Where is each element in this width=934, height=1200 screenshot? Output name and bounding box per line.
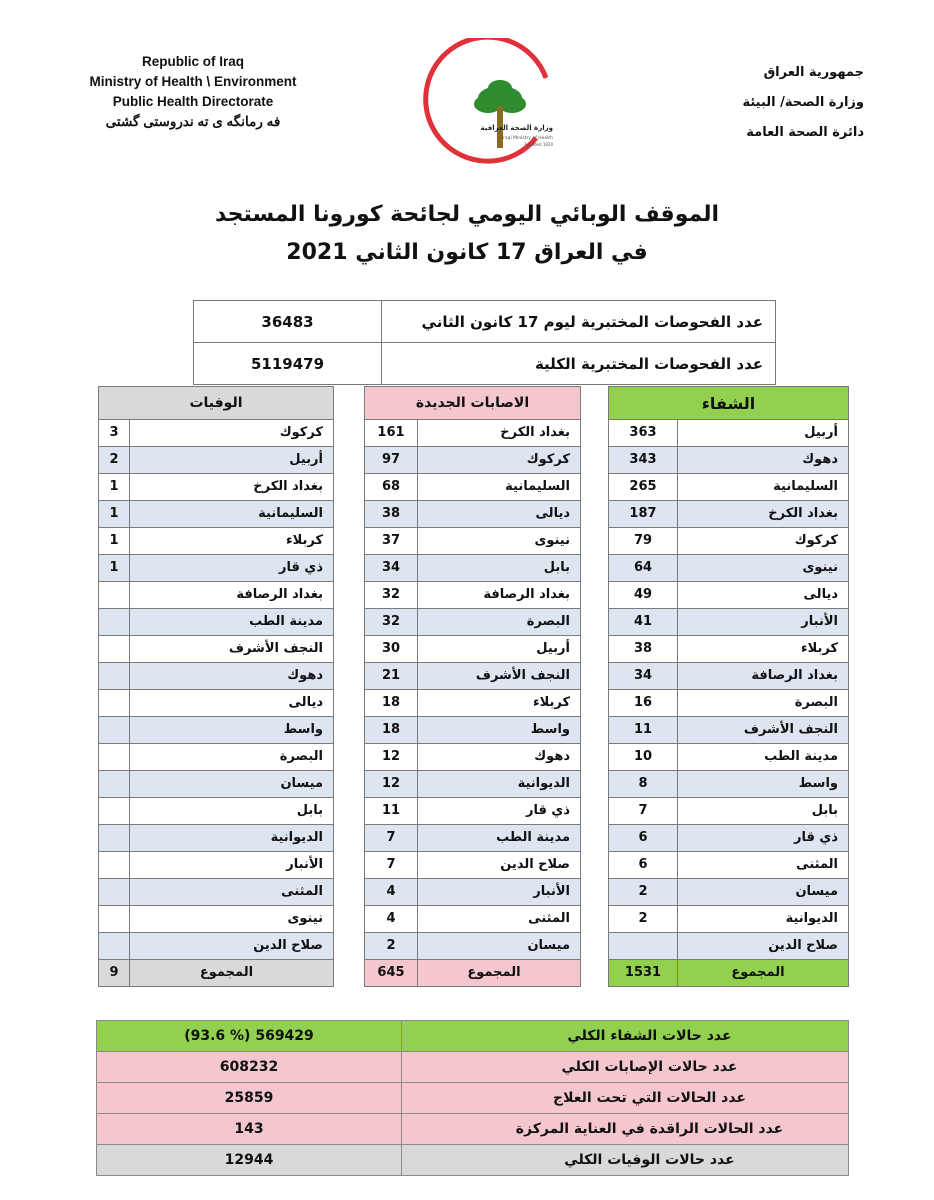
case-count: 1	[99, 555, 130, 582]
case-count: 11	[365, 798, 418, 825]
governorate-name: نينوى	[130, 906, 334, 933]
summary-value: (93.6 %) 569429	[97, 1021, 402, 1052]
governorate-name: صلاح الدين	[678, 933, 849, 960]
header-en-line3: Public Health Directorate	[112, 94, 274, 109]
table-row	[609, 906, 849, 933]
governorate-name: مدينة الطب	[418, 825, 581, 852]
governorate-name: البصرة	[678, 690, 849, 717]
table-row	[365, 798, 581, 825]
table-row	[365, 663, 581, 690]
logo-english-text: Iraqi Ministry of Health	[501, 136, 553, 141]
table-row	[609, 609, 849, 636]
table-row	[99, 501, 334, 528]
table-row	[99, 744, 334, 771]
recoveries-table	[608, 386, 849, 987]
case-count: 18	[365, 690, 418, 717]
table-row	[609, 663, 849, 690]
case-count	[99, 771, 130, 798]
logo-year-text: Founded 1920	[524, 142, 553, 147]
table-row	[609, 825, 849, 852]
new-cases-body	[365, 420, 581, 987]
header-ar-line1: جمهورية العراق	[763, 65, 864, 80]
table-row	[365, 933, 581, 960]
governorate-name: المثنى	[130, 879, 334, 906]
case-count: 68	[365, 474, 418, 501]
deaths-table	[98, 386, 334, 987]
table-row	[99, 555, 334, 582]
table-row	[609, 933, 849, 960]
governorate-name: واسط	[130, 717, 334, 744]
governorate-name: الأنبار	[678, 609, 849, 636]
table-row	[365, 825, 581, 852]
recoveries-body	[609, 420, 849, 987]
case-count	[99, 933, 130, 960]
total-tests-label: عدد الفحوصات المختبرية الكلية	[382, 343, 776, 385]
table-row	[99, 690, 334, 717]
governorate-name: مدينة الطب	[678, 744, 849, 771]
governorate-name: المثنى	[678, 852, 849, 879]
table-row	[99, 636, 334, 663]
table-row	[365, 852, 581, 879]
governorate-name: كربلاء	[678, 636, 849, 663]
case-count: 49	[609, 582, 678, 609]
governorate-name: السليمانية	[418, 474, 581, 501]
governorate-name: الديوانية	[130, 825, 334, 852]
new-cases-table	[364, 386, 581, 987]
case-count: 1	[99, 474, 130, 501]
case-count: 7	[609, 798, 678, 825]
governorate-name: بغداد الكرخ	[130, 474, 334, 501]
arabic-header	[644, 58, 864, 148]
summary-label: عدد حالات الشفاء الكلي	[402, 1021, 849, 1052]
case-count: 2	[609, 879, 678, 906]
case-count: 6	[609, 825, 678, 852]
table-row	[609, 852, 849, 879]
case-count	[99, 852, 130, 879]
logo-arabic-text: وزارة الصحة العراقية	[480, 124, 553, 132]
total-row	[609, 960, 849, 987]
table-row	[99, 879, 334, 906]
case-count: 34	[365, 555, 418, 582]
header-en-line1: Republic of Iraq	[141, 54, 244, 69]
case-count: 6	[609, 852, 678, 879]
table-row	[609, 717, 849, 744]
table-row	[365, 609, 581, 636]
lab-tests-table	[193, 300, 776, 385]
governorate-name: نينوى	[418, 528, 581, 555]
table-row	[365, 420, 581, 447]
table-row	[99, 798, 334, 825]
governorate-name: البصرة	[418, 609, 581, 636]
recoveries-header: الشفاء	[609, 387, 849, 420]
table-row	[99, 474, 334, 501]
governorate-name: النجف الأشرف	[130, 636, 334, 663]
daily-tests-label: عدد الفحوصات المختبرية ليوم 17 كانون الثاني	[382, 301, 776, 343]
governorate-name: بغداد الرصافة	[678, 663, 849, 690]
governorate-name: الديوانية	[418, 771, 581, 798]
case-count: 2	[609, 906, 678, 933]
table-row	[365, 528, 581, 555]
summary-label: عدد الحالات التي تحت العلاج	[402, 1083, 849, 1114]
report-date: في العراق 17 كانون الثاني 2021	[286, 240, 648, 265]
table-row	[609, 528, 849, 555]
table-row	[365, 690, 581, 717]
case-count: 64	[609, 555, 678, 582]
governorate-name: ذي قار	[678, 825, 849, 852]
case-count: 10	[609, 744, 678, 771]
case-count	[99, 717, 130, 744]
governorate-name: كركوك	[418, 447, 581, 474]
total-value: 1531	[609, 960, 678, 987]
case-count: 34	[609, 663, 678, 690]
table-row	[609, 420, 849, 447]
governorate-name: ذي قار	[418, 798, 581, 825]
case-count: 97	[365, 447, 418, 474]
case-count	[99, 609, 130, 636]
summary-row	[97, 1052, 849, 1083]
total-label: المجموع	[678, 960, 849, 987]
table-row	[365, 906, 581, 933]
governorate-name: بغداد الكرخ	[678, 501, 849, 528]
governorate-name: ديالى	[130, 690, 334, 717]
english-header	[58, 52, 328, 132]
governorate-name: بابل	[418, 555, 581, 582]
case-count: 343	[609, 447, 678, 474]
summary-row	[97, 1021, 849, 1052]
table-row	[609, 582, 849, 609]
table-row	[609, 771, 849, 798]
governorate-name: بغداد الرصافة	[130, 582, 334, 609]
governorate-name: صلاح الدين	[130, 933, 334, 960]
case-count	[99, 636, 130, 663]
table-row	[365, 771, 581, 798]
case-count: 4	[365, 906, 418, 933]
governorate-name: كربلاء	[418, 690, 581, 717]
case-count	[99, 879, 130, 906]
governorate-name: الديوانية	[678, 906, 849, 933]
summary-label: عدد حالات الوفيات الكلي	[402, 1145, 849, 1176]
case-count: 2	[99, 447, 130, 474]
governorate-name: أربيل	[678, 420, 849, 447]
summary-table	[96, 1020, 849, 1176]
case-count: 37	[365, 528, 418, 555]
table-row	[365, 555, 581, 582]
total-label: المجموع	[130, 960, 334, 987]
table-row	[609, 798, 849, 825]
summary-row	[97, 1145, 849, 1176]
table-row	[365, 501, 581, 528]
table-row	[99, 825, 334, 852]
case-count: 16	[609, 690, 678, 717]
case-count: 2	[365, 933, 418, 960]
governorate-name: نينوى	[678, 555, 849, 582]
table-row	[99, 420, 334, 447]
governorate-name: أربيل	[130, 447, 334, 474]
case-count	[99, 582, 130, 609]
table-row	[609, 501, 849, 528]
case-count	[99, 825, 130, 852]
table-row	[99, 933, 334, 960]
table-row	[99, 771, 334, 798]
header-ar-line3: دائرة الصحة العامة	[746, 125, 864, 140]
case-count: 187	[609, 501, 678, 528]
summary-label: عدد حالات الإصابات الكلي	[402, 1052, 849, 1083]
case-count: 7	[365, 825, 418, 852]
table-row	[609, 744, 849, 771]
header-en-line2: Ministry of Health \ Environment	[89, 74, 297, 89]
governorate-name: بابل	[678, 798, 849, 825]
governorate-name: الأنبار	[130, 852, 334, 879]
governorate-name: السليمانية	[678, 474, 849, 501]
table-row	[99, 663, 334, 690]
deaths-header: الوفيات	[99, 387, 334, 420]
table-row	[365, 474, 581, 501]
governorate-name: دهوك	[418, 744, 581, 771]
lab-tests-row	[194, 301, 776, 343]
case-count: 12	[365, 744, 418, 771]
table-row	[365, 879, 581, 906]
governorate-name: كربلاء	[130, 528, 334, 555]
table-row	[365, 636, 581, 663]
case-count: 363	[609, 420, 678, 447]
case-count: 3	[99, 420, 130, 447]
governorate-name: ميسان	[678, 879, 849, 906]
case-count: 30	[365, 636, 418, 663]
total-label: المجموع	[418, 960, 581, 987]
case-count: 8	[609, 771, 678, 798]
case-count: 32	[365, 582, 418, 609]
governorate-name: بغداد الرصافة	[418, 582, 581, 609]
deaths-body	[99, 420, 334, 987]
daily-tests-value: 36483	[194, 301, 382, 343]
header-ar-line2: وزارة الصحة/ البيئة	[742, 95, 864, 110]
governorate-name: بابل	[130, 798, 334, 825]
total-tests-value: 5119479	[194, 343, 382, 385]
case-count: 265	[609, 474, 678, 501]
governorate-name: واسط	[418, 717, 581, 744]
governorate-name: المثنى	[418, 906, 581, 933]
summary-row	[97, 1114, 849, 1145]
ministry-logo-icon	[418, 38, 568, 168]
governorate-name: ميسان	[418, 933, 581, 960]
governorate-name: صلاح الدين	[418, 852, 581, 879]
governorate-name: كركوك	[678, 528, 849, 555]
summary-value: 12944	[97, 1145, 402, 1176]
case-count: 1	[99, 528, 130, 555]
case-count: 7	[365, 852, 418, 879]
governorate-name: البصرة	[130, 744, 334, 771]
table-row	[99, 906, 334, 933]
governorate-name: كركوك	[130, 420, 334, 447]
summary-row	[97, 1083, 849, 1114]
table-row	[99, 582, 334, 609]
case-count	[99, 906, 130, 933]
total-value: 645	[365, 960, 418, 987]
table-row	[609, 555, 849, 582]
table-row	[365, 447, 581, 474]
governorate-name: السليمانية	[130, 501, 334, 528]
case-count: 21	[365, 663, 418, 690]
governorate-name: بغداد الكرخ	[418, 420, 581, 447]
governorate-name: دهوك	[130, 663, 334, 690]
lab-tests-row	[194, 343, 776, 385]
case-count	[99, 798, 130, 825]
governorate-name: أربيل	[418, 636, 581, 663]
case-count	[609, 933, 678, 960]
table-row	[99, 717, 334, 744]
table-row	[609, 447, 849, 474]
governorate-name: ذي قار	[130, 555, 334, 582]
total-value: 9	[99, 960, 130, 987]
new-cases-header: الاصابات الجديدة	[365, 387, 581, 420]
table-row	[99, 609, 334, 636]
table-row	[609, 636, 849, 663]
governorate-name: النجف الأشرف	[678, 717, 849, 744]
report-title: الموقف الوبائي اليومي لجائحة كورونا المستجد	[214, 202, 720, 227]
governorate-name: ديالى	[418, 501, 581, 528]
summary-value: 25859	[97, 1083, 402, 1114]
governorate-name: دهوك	[678, 447, 849, 474]
summary-value: 143	[97, 1114, 402, 1145]
case-count: 12	[365, 771, 418, 798]
table-row	[99, 447, 334, 474]
summary-value: 608232	[97, 1052, 402, 1083]
summary-body	[97, 1021, 849, 1176]
table-row	[99, 852, 334, 879]
case-count: 38	[365, 501, 418, 528]
case-count: 1	[99, 501, 130, 528]
table-row	[365, 717, 581, 744]
case-count	[99, 744, 130, 771]
governorate-name: الأنبار	[418, 879, 581, 906]
table-row	[365, 582, 581, 609]
summary-label: عدد الحالات الراقدة في العناية المركزة	[402, 1114, 849, 1145]
governorate-name: ميسان	[130, 771, 334, 798]
table-row	[609, 879, 849, 906]
table-row	[609, 474, 849, 501]
governorate-name: ديالى	[678, 582, 849, 609]
total-row	[365, 960, 581, 987]
governorate-name: النجف الأشرف	[418, 663, 581, 690]
case-count: 11	[609, 717, 678, 744]
table-row	[365, 744, 581, 771]
table-row	[99, 528, 334, 555]
case-count: 161	[365, 420, 418, 447]
case-count: 79	[609, 528, 678, 555]
case-count	[99, 663, 130, 690]
case-count: 32	[365, 609, 418, 636]
case-count: 38	[609, 636, 678, 663]
governorate-name: مدينة الطب	[130, 609, 334, 636]
case-count: 41	[609, 609, 678, 636]
case-count	[99, 690, 130, 717]
header-kurdish-line: فه رمانگه ی ته ندروستی گشتی	[105, 114, 281, 129]
governorate-name: واسط	[678, 771, 849, 798]
total-row	[99, 960, 334, 987]
case-count: 18	[365, 717, 418, 744]
table-row	[609, 690, 849, 717]
case-count: 4	[365, 879, 418, 906]
